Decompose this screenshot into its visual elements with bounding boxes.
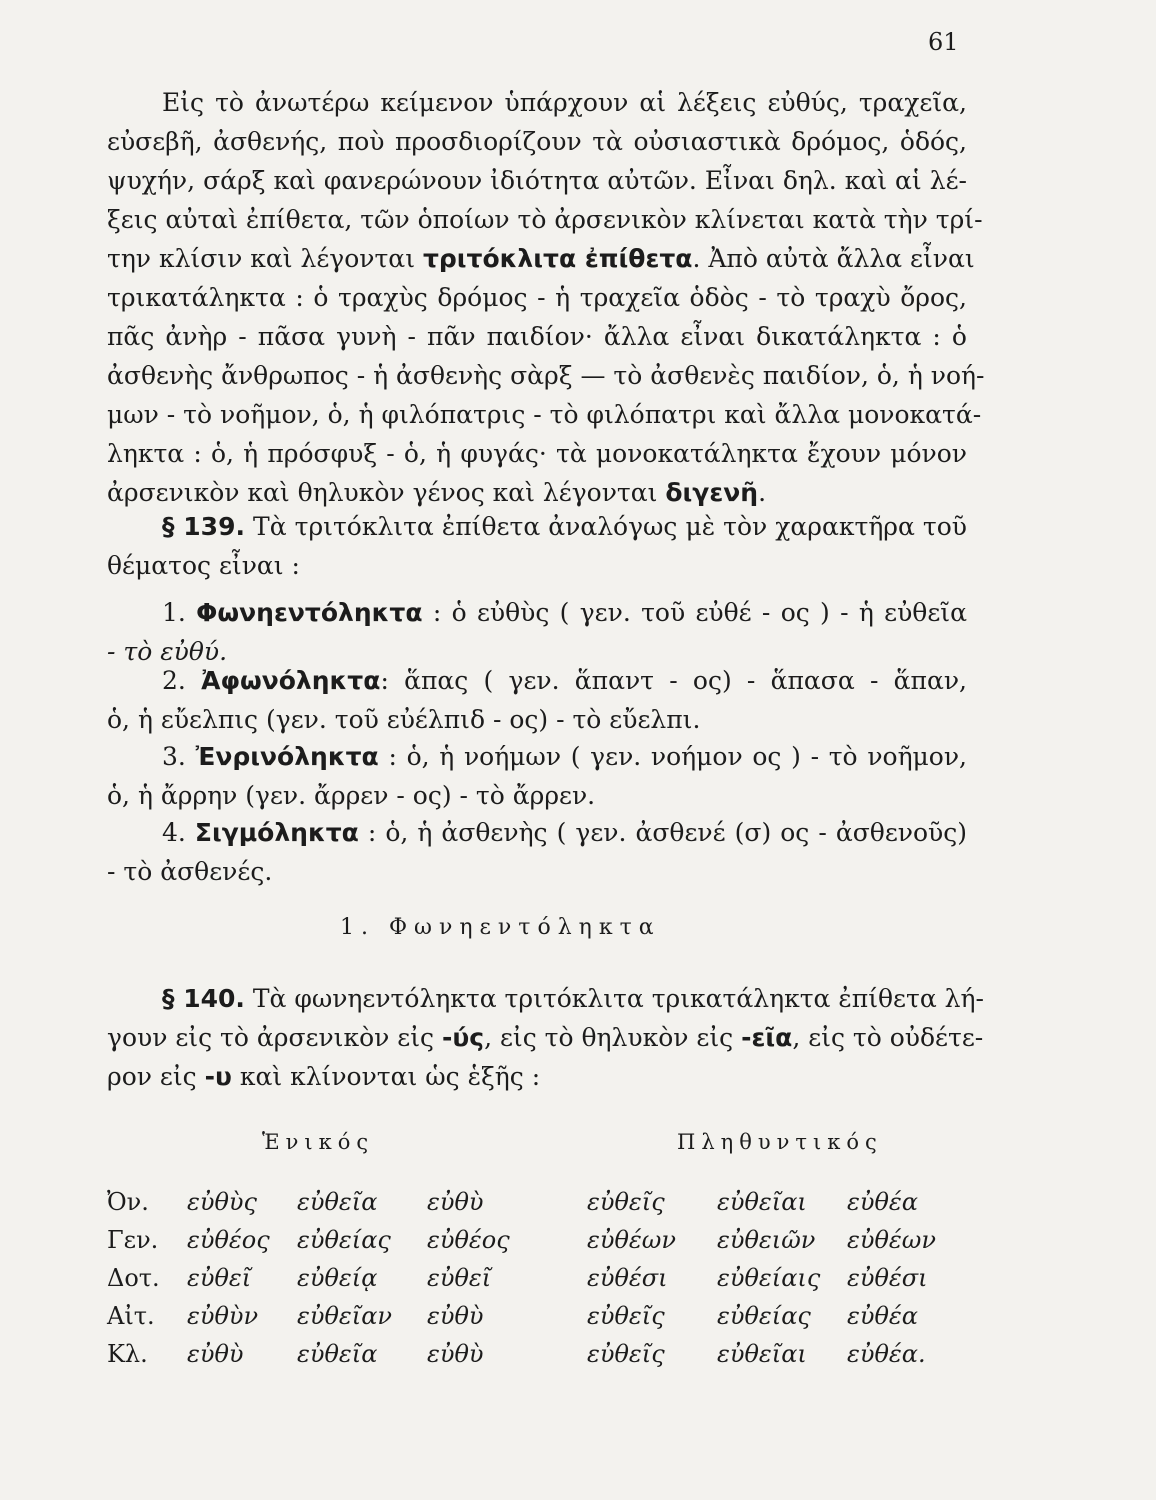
text-line: ψυχήν, σάρξ καὶ φανερώνουν ἰδιότητα αὐτῶν. Εἶναι δηλ. καὶ αἱ λέ- [107,166,967,195]
class-item: 2. Ἀφωνόληκτα: ἅπας ( γεν. ἅπαντ - ος) - ἅπασα - ἅπαν, [162,666,967,695]
text-line: εὐσεβῆ, ἀσθενής, ποὺ προσδιορίζουν τὰ οὐσιαστικὰ δρόμος, ὁδός, [107,127,967,156]
text-line: την κλίσιν καὶ λέγονται τριτόκλιτα ἐπίθετα. Ἀπὸ αὐτὰ ἄλλα εἶναι [107,244,975,273]
text-line: ἀσθενὴς ἄνθρωπος - ἡ ἀσθενὴς σὰρξ — τὸ ἀσθενὲς παιδίον, ὁ, ἡ νοή- [107,361,985,390]
section-139: § 139. Τὰ τριτόκλιτα ἐπίθετα ἀναλόγως μὲ τὸν χαρακτῆρα τοῦ [162,512,968,541]
class-item: 1. Φωνηεντόληκτα : ὁ εὐθὺς ( γεν. τοῦ εὐθέ - ος ) - ἡ εὐθεῖα [162,598,967,627]
text-line: μων - τὸ νοῆμον, ὁ, ἡ φιλόπατρις - τὸ φιλόπατρι καὶ ἄλλα μονοκατά- [107,400,982,429]
table-row: Δοτ. εὐθεῖ εὐθείᾳ εὐθεῖ εὐθέσι εὐθείαις εὐθέσι [107,1264,928,1292]
term-bold: διγενῆ [665,478,759,507]
text-line: γουν εἰς τὸ ἀρσενικὸν εἰς -ύς, εἰς τὸ θηλυκὸν εἰς -εῖα, εἰς τὸ οὐδέτε- [107,1023,984,1052]
text-line: ἀρσενικὸν καὶ θηλυκὸν γένος καὶ λέγονται διγενῆ. [107,478,767,507]
table-row: Ὀν. εὐθὺς εὐθεῖα εὐθὺ εὐθεῖς εὐθεῖαι εὐθέα [107,1188,919,1216]
term-bold: τριτόκλιτα ἐπίθετα [422,244,693,273]
singular-header: Ἑνικός [262,1130,375,1154]
text-line: - τὸ ἀσθενές. [107,857,273,886]
text-line: Εἰς τὸ ἀνωτέρω κείμενον ὑπάρχουν αἱ λέξεις εὐθύς, τραχεῖα, [162,88,967,117]
text-line: - τὸ εὐθύ. [107,637,228,666]
text-line: ρον εἰς -υ καὶ κλίνονται ὡς ἑξῆς : [107,1062,541,1091]
table-row: Κλ. εὐθὺ εὐθεῖα εὐθὺ εὐθεῖς εὐθεῖαι εὐθέα. [107,1340,926,1368]
text-line: ὁ, ἡ εὔελπις (γεν. τοῦ εὐέλπιδ - ος) - τὸ εὔελπι. [107,705,701,734]
class-item: 3. Ἐνρινόληκτα : ὁ, ἡ νοήμων ( γεν. νοήμον ος ) - τὸ νοῆμον, [162,742,967,771]
class-item: 4. Σιγμόληκτα : ὁ, ἡ ἀσθενὴς ( γεν. ἀσθενέ (σ) ος - ἀσθενοῦς) [162,818,967,847]
text-line: πᾶς ἀνὴρ - πᾶσα γυνὴ - πᾶν παιδίον· ἄλλα εἶναι δικατάληκτα : ὁ [107,322,967,351]
text-line: ληκτα : ὁ, ἡ πρόσφυξ - ὁ, ἡ φυγάς· τὰ μονοκατάληκτα ἔχουν μόνον [107,439,967,468]
text-line: τρικατάληκτα : ὁ τραχὺς δρόμος - ἡ τραχεῖα ὁδὸς - τὸ τραχὺ ὄρος, [107,283,967,312]
text-line: θέματος εἶναι : [107,551,300,580]
page-number: 61 [928,28,959,56]
table-row: Γεν. εὐθέος εὐθείας εὐθέος εὐθέων εὐθειῶν εὐθέων [107,1226,936,1254]
section-heading: 1. Φωνηεντόληκτα [340,915,661,940]
text-line: ὁ, ἡ ἄρρην (γεν. ἄρρεν - ος) - τὸ ἄρρεν. [107,781,596,810]
table-row: Αἰτ. εὐθὺν εὐθεῖαν εὐθὺ εὐθεῖς εὐθείας εὐθέα [107,1302,919,1330]
section-140: § 140. Τὰ φωνηεντόληκτα τριτόκλιτα τρικατάληκτα ἐπίθετα λή- [162,984,984,1013]
plural-header: Πληθυντικός [677,1130,883,1154]
text-line: ξεις αὐταὶ ἐπίθετα, τῶν ὁποίων τὸ ἀρσενικὸν κλίνεται κατὰ τὴν τρί- [107,205,983,234]
